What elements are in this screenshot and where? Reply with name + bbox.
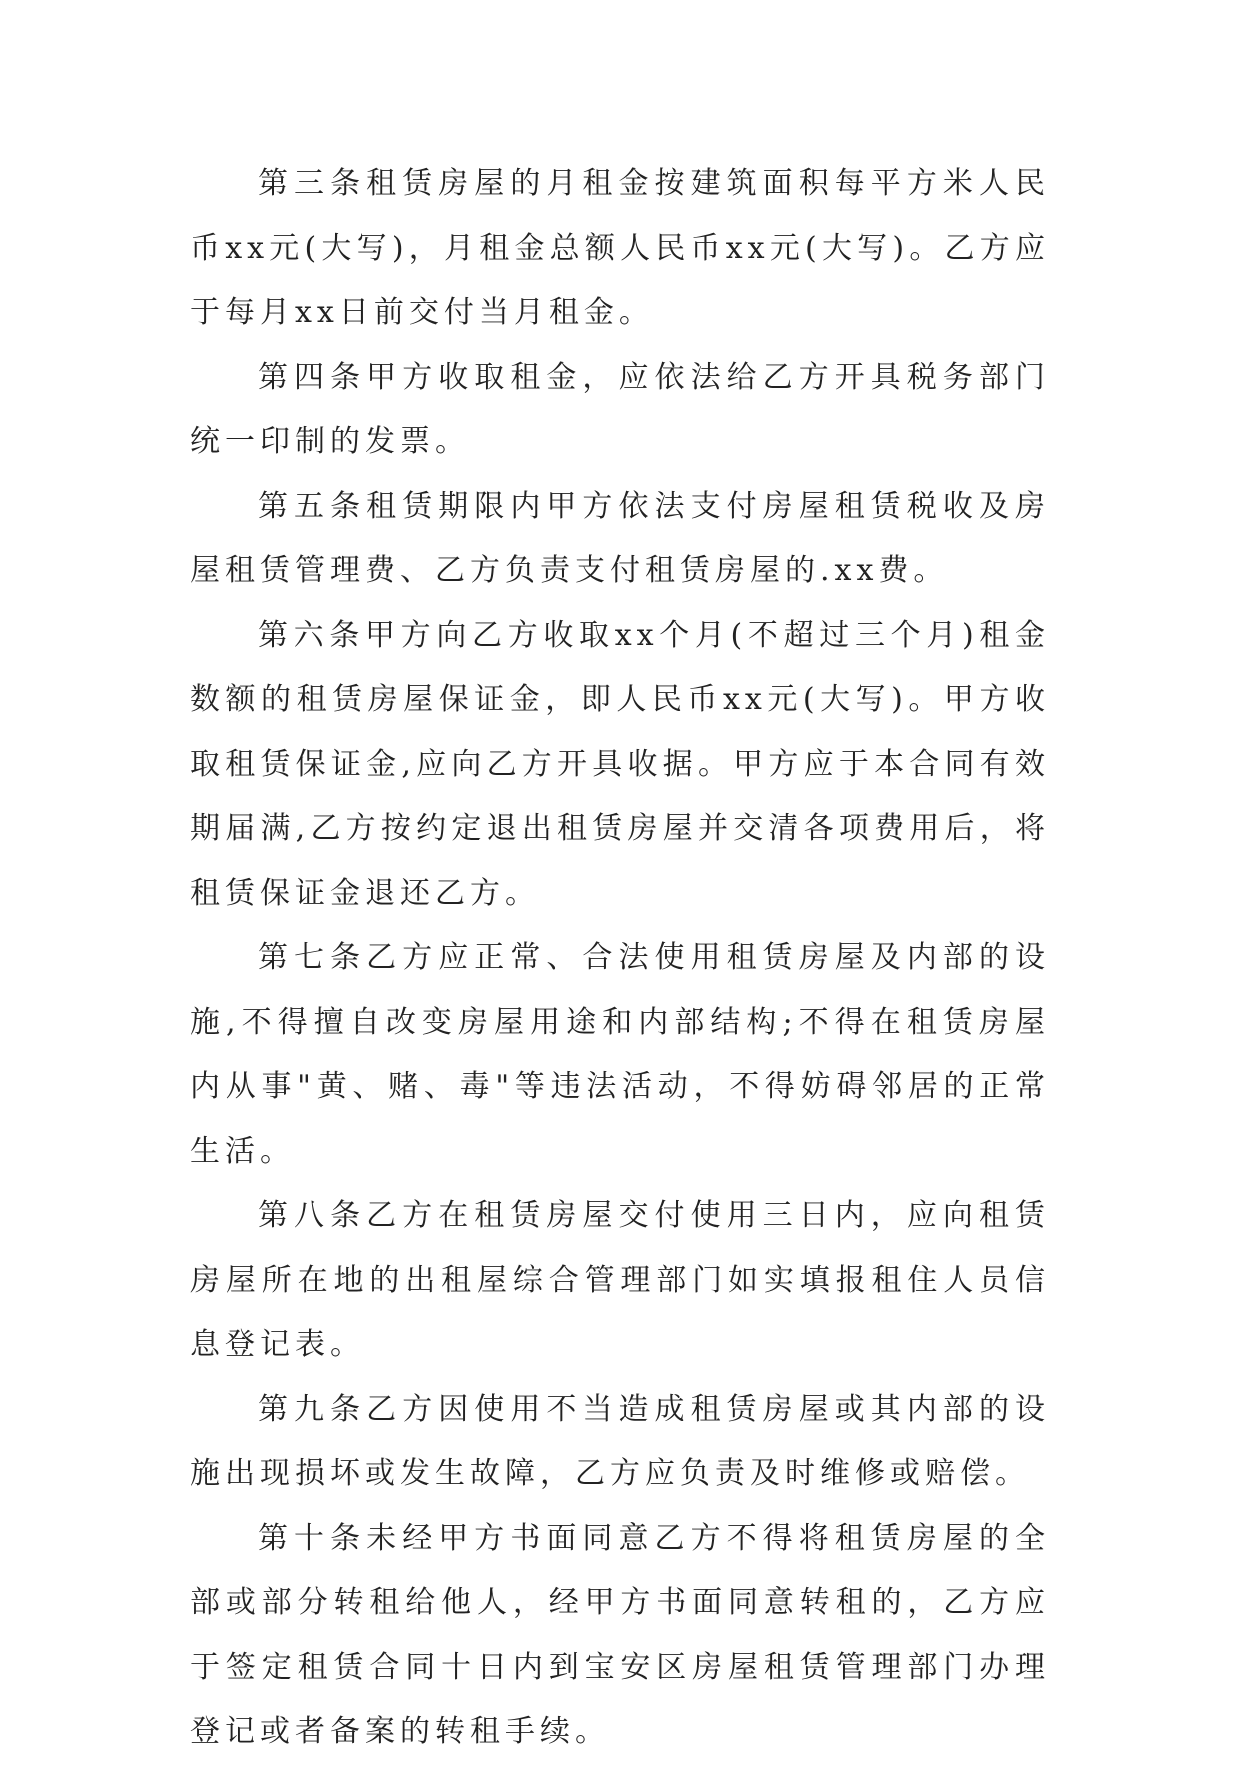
- paragraph-article-3: 第三条租赁房屋的月租金按建筑面积每平方米人民币xx元(大写)，月租金总额人民币xx元(大写)。乙方应于每月xx日前交付当月租金。: [190, 166, 1050, 330]
- paragraph-article-4: 第四条甲方收取租金，应依法给乙方开具税务部门统一印制的发票。: [190, 359, 1050, 459]
- paragraph-article-9: 第九条乙方因使用不当造成租赁房屋或其内部的设施出现损坏或发生故障，乙方应负责及时维修或赔偿。: [190, 1391, 1050, 1491]
- paragraph-article-5: 第五条租赁期限内甲方依法支付房屋租赁税收及房屋租赁管理费、乙方负责支付租赁房屋的.xx费。: [190, 488, 1050, 588]
- paragraph-article-6: 第六条甲方向乙方收取xx个月(不超过三个月)租金数额的租赁房屋保证金，即人民币xx元(大写)。甲方收取租赁保证金,应向乙方开具收据。甲方应于本合同有效期届满,乙方按约定退出租赁房屋并交清各项费用后，将租赁保证金退还乙方。: [190, 617, 1050, 911]
- paragraph-article-10: 第十条未经甲方书面同意乙方不得将租赁房屋的全部或部分转租给他人，经甲方书面同意转租的，乙方应于签定租赁合同十日内到宝安区房屋租赁管理部门办理登记或者备案的转租手续。: [190, 1520, 1050, 1749]
- paragraph-article-7: 第七条乙方应正常、合法使用租赁房屋及内部的设施,不得擅自改变房屋用途和内部结构;不得在租赁房屋内从事"黄、赌、毒"等违法活动，不得妨碍邻居的正常生活。: [190, 940, 1050, 1169]
- paragraph-article-8: 第八条乙方在租赁房屋交付使用三日内，应向租赁房屋所在地的出租屋综合管理部门如实填报租住人员信息登记表。: [190, 1198, 1050, 1362]
- document-body: [190, 152, 1050, 1765]
